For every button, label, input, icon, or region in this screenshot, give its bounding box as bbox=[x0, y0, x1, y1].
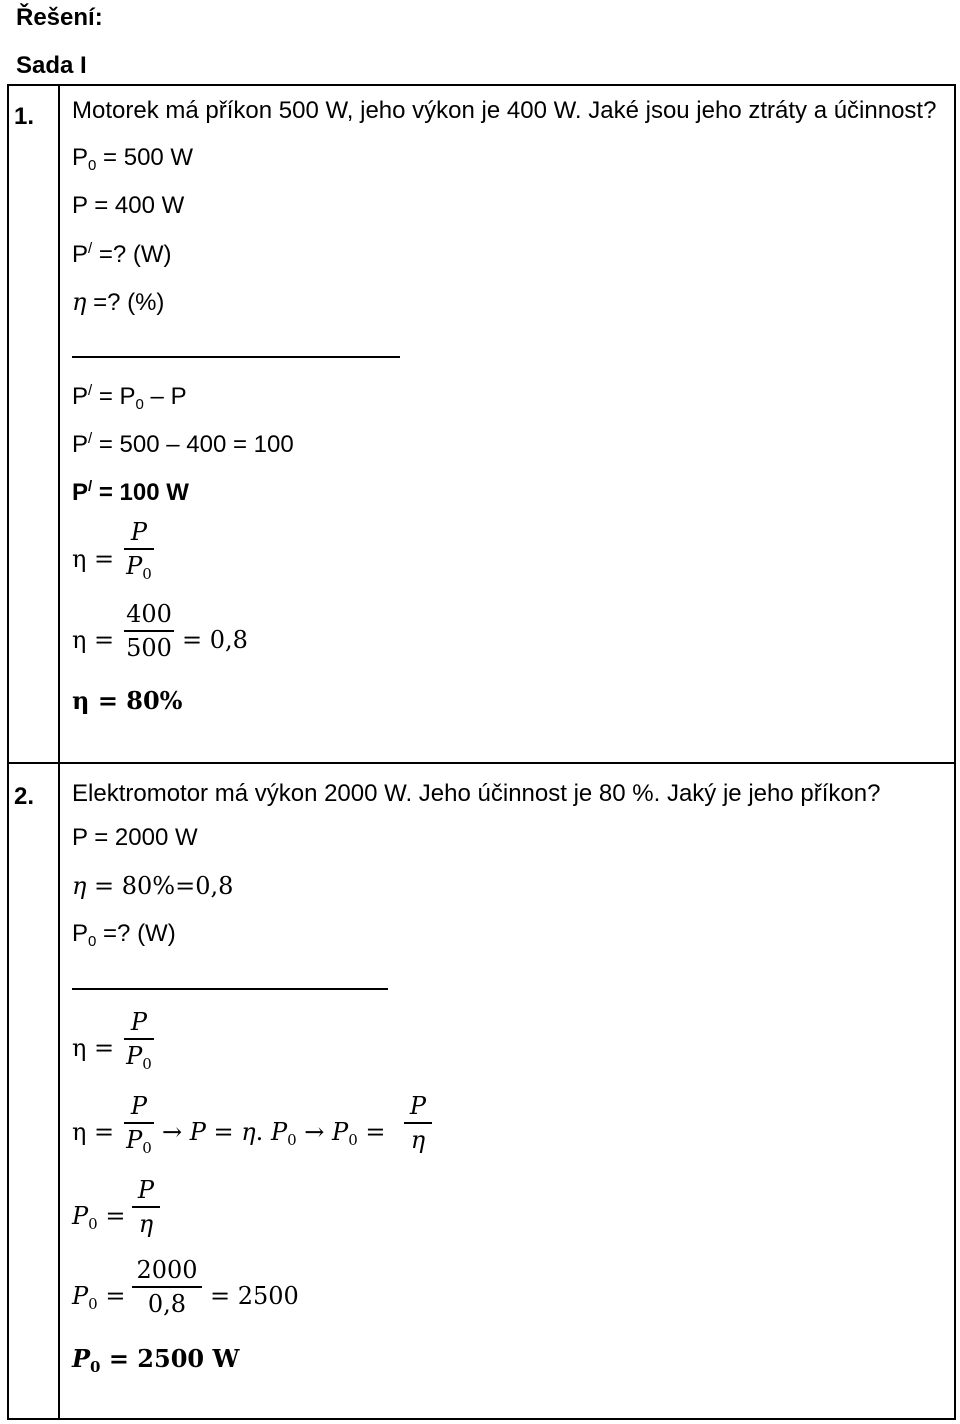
p0-calc-lhs: $P_0$ = bbox=[72, 1282, 126, 1313]
given-divider-2 bbox=[72, 988, 388, 990]
set-title: Sada I bbox=[16, 52, 87, 79]
loss-formula: $P^/ = P_0$ ‒ P bbox=[72, 382, 187, 413]
p0-formula-lhs: $P_0$ = bbox=[72, 1202, 126, 1233]
loss-result: P/ = 100 W bbox=[72, 478, 189, 506]
p0-calc-result: = 2500 bbox=[210, 1282, 299, 1310]
p0-formula-fraction: P η bbox=[132, 1176, 160, 1238]
given-p-loss: P/ =? (W) bbox=[72, 240, 172, 268]
given-p0: $P_0 = 500$ W bbox=[72, 144, 194, 174]
problem-2-question: Elektromotor má výkon 2000 W. Jeho účinnost je 80 %. Jaký je jeho příkon? bbox=[72, 780, 881, 807]
given-divider bbox=[72, 356, 400, 358]
rearrange-middle: → P = η. $P_0 \to P_0$ = bbox=[162, 1118, 386, 1149]
rearrange-fraction-2: P η bbox=[404, 1092, 432, 1154]
given-p-2: P = 2000 W bbox=[72, 824, 198, 851]
loss-calculation: P/ = 500 ‒ 400 = 100 bbox=[72, 430, 294, 458]
p0-result: $P_0 = 2500$ W bbox=[72, 1344, 240, 1376]
column-divider bbox=[58, 84, 60, 1420]
problem-1-number: 1. bbox=[14, 103, 35, 130]
problem-2-number: 2. bbox=[14, 783, 35, 810]
given-p: P = 400 W bbox=[72, 192, 185, 219]
eta-result: η = 80% bbox=[72, 686, 183, 715]
given-eta-2: η = 80%=0,8 bbox=[72, 872, 234, 900]
rearrange-lhs: η = bbox=[72, 1118, 115, 1146]
row-divider bbox=[7, 762, 956, 764]
page-title: Řešení: bbox=[16, 4, 103, 31]
problem-1-question: Motorek má příkon 500 W, jeho výkon je 400 W. Jaké jsou jeho ztráty a účinnost? bbox=[72, 97, 937, 124]
eta-formula-lhs: η = bbox=[72, 545, 115, 573]
eta-calc-fraction: 400 500 bbox=[124, 600, 174, 662]
eta-formula-2-fraction: P $P_0$ bbox=[124, 1008, 154, 1078]
given-p0-2: $P_0$ =? (W) bbox=[72, 920, 176, 950]
given-eta: η =? (%) bbox=[72, 288, 165, 316]
eta-formula-fraction: P $P_0$ bbox=[124, 518, 154, 588]
eta-formula-2-lhs: η = bbox=[72, 1034, 115, 1062]
eta-calc-lhs: η = bbox=[72, 626, 115, 654]
eta-calc-result: = 0,8 bbox=[182, 626, 248, 654]
rearrange-fraction-1: P $P_0$ bbox=[124, 1092, 154, 1162]
p0-calc-fraction: 2000 0,8 bbox=[132, 1256, 202, 1318]
